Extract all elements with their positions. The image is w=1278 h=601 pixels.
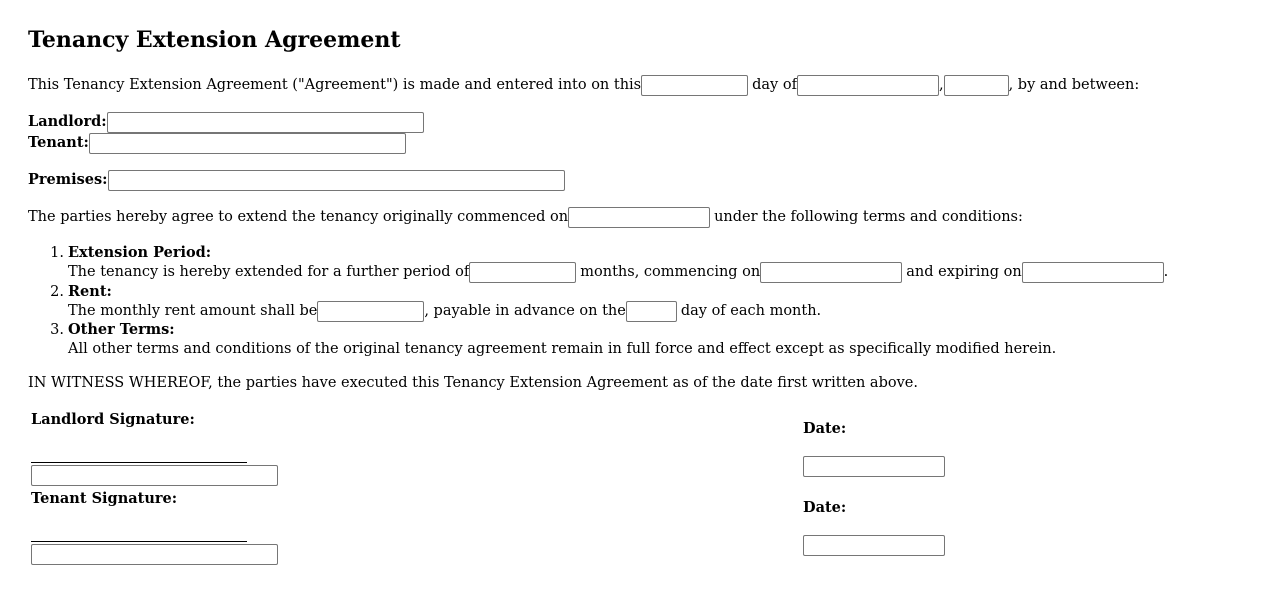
term-1-body-line [68,261,1168,283]
intro-by-and-between-text: , by and between: [1008,77,1140,93]
extension-intro-line [28,206,1023,228]
commencing-on-input[interactable] [760,262,902,283]
term-1-text-a: The tenancy is hereby extended for a further period of [68,264,470,280]
page-title: Tenancy Extension Agreement [28,27,401,53]
term-2-heading: Rent: [68,283,112,300]
landlord-input[interactable] [107,112,424,133]
tenant-signature-label-line [31,488,177,510]
tenant-line [28,132,406,154]
term-3-text-a: All other terms and conditions of the original tenancy agreement remain in full force and effect except as specifically modified herein. [68,341,1057,357]
intro-year-input[interactable] [944,75,1009,96]
term-3-heading: Other Terms: [68,321,175,338]
term-2-number: 2. [50,284,64,300]
witness-line [28,372,918,394]
premises-input[interactable] [108,170,565,191]
landlord-signature-rule [31,462,247,463]
term-3-body-line [68,338,1056,360]
landlord-date-input[interactable] [803,456,945,477]
tenant-date-input[interactable] [803,535,945,556]
extension-intro-before: The parties hereby agree to extend the tenancy originally commenced on [28,209,569,225]
term-1-text-c: and expiring on [906,264,1022,280]
rent-amount-input[interactable] [317,301,424,322]
extension-months-input[interactable] [469,262,576,283]
intro-comma-text: , [938,77,944,93]
premises-label: Premises: [28,171,108,188]
intro-month-input[interactable] [797,75,939,96]
landlord-label: Landlord: [28,113,107,130]
intro-line [28,74,1139,96]
term-3-number: 3. [50,322,64,338]
rent-day-input[interactable] [626,301,677,322]
term-2-text-c: day of each month. [680,303,822,319]
intro-text: This Tenancy Extension Agreement ("Agreement") is made and entered into on this [28,77,642,93]
tenant-signature-label: Tenant Signature: [31,490,178,507]
term-1-text-b: months, commencing on [580,264,761,280]
term-2-text-a: The monthly rent amount shall be [68,303,318,319]
term-2-body-line [68,300,821,322]
tenant-label: Tenant: [28,134,89,151]
term-2-text-b: , payable in advance on the [424,303,626,319]
premises-line [28,169,565,191]
tenant-signature-input[interactable] [31,544,278,565]
term-1-heading: Extension Period: [68,244,212,261]
landlord-date-label: Date: [803,420,847,437]
term-1-number: 1. [50,245,64,261]
tenant-date-label-line [803,497,846,519]
landlord-line [28,111,424,133]
term-1-text-d: . [1163,264,1169,280]
landlord-signature-label-line [31,409,195,431]
tenant-date-label: Date: [803,499,847,516]
landlord-signature-input[interactable] [31,465,278,486]
witness-text: IN WITNESS WHEREOF, the parties have executed this Tenancy Extension Agreement as of the date first written above. [28,375,918,391]
landlord-date-label-line [803,418,846,440]
extension-intro-after: under the following terms and conditions: [714,209,1023,225]
expiring-on-input[interactable] [1022,262,1164,283]
landlord-signature-label: Landlord Signature: [31,411,195,428]
commenced-on-input[interactable] [568,207,710,228]
tenant-input[interactable] [89,133,406,154]
intro-day-input[interactable] [641,75,748,96]
tenant-signature-rule [31,541,247,542]
intro-day-of-text: day of [752,77,797,93]
